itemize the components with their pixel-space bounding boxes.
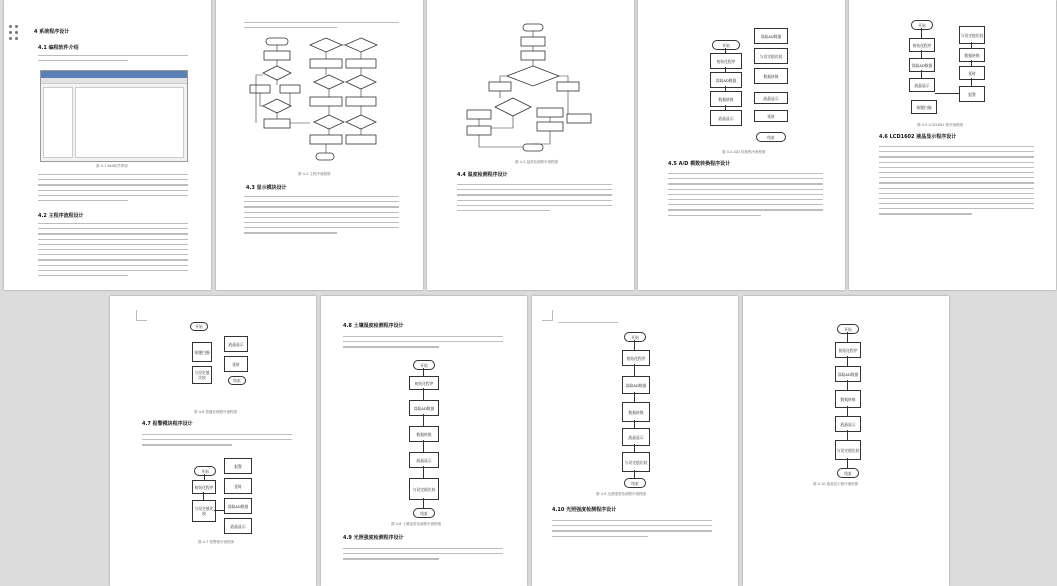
flow-step-delay: 延时 (959, 66, 985, 80)
flow-start: 开始 (837, 324, 859, 334)
flow-end: 结束 (413, 508, 435, 518)
body-text (343, 336, 503, 352)
flow-step-display: 液晶显示 (909, 78, 935, 92)
section-heading: 4.2 主程序流程设计 (38, 213, 84, 219)
flow-step-convert: 数据转换 (710, 91, 742, 107)
flow-step-compare: 与设定值比较 (409, 478, 439, 500)
flow-step-display: 液晶显示 (622, 428, 650, 446)
flow-step-display: 液晶显示 (409, 452, 439, 468)
flow-step-convert: 数据转换 (835, 390, 861, 408)
flow-step-compare: 与设定值比较 (192, 366, 212, 384)
document-page-5[interactable] (849, 0, 1056, 290)
flow-step-display: 液晶显示 (224, 336, 248, 352)
document-page-2[interactable] (216, 0, 423, 290)
figure-caption: 图 4-9 光照强度检测程序流程图 (596, 492, 646, 496)
document-page-8[interactable] (532, 296, 738, 586)
section-heading: 4.10 光照强度检测程序设计 (552, 507, 617, 513)
body-text (879, 146, 1034, 219)
figure-caption: 图 4-7 报警程序流程图 (198, 540, 234, 544)
body-text (38, 55, 188, 65)
flow-step-read: 读取AD数据 (409, 400, 439, 416)
flow-step-a: 读取AD数据 (754, 28, 788, 44)
body-text (558, 322, 618, 327)
flow-step-read: 读取AD数据 (224, 498, 252, 514)
section-heading: 4.9 光照强度检测程序设计 (343, 535, 404, 541)
body-text (244, 22, 399, 32)
body-text (142, 434, 292, 450)
figure-caption: 图 4-4 A/D 转换程序流程图 (722, 150, 766, 154)
section-heading: 4.4 温度检测程序设计 (457, 172, 508, 178)
flow-step-delay: 延时 (224, 478, 252, 494)
body-text (668, 173, 823, 220)
document-page-4[interactable] (638, 0, 845, 290)
body-text (552, 520, 712, 541)
body-text (38, 223, 188, 280)
flow-step-compare: 与设定值比较 (622, 452, 650, 472)
flow-step-compare: 与设定值比较 (192, 500, 216, 522)
figure-caption: 图 4-5 LCD1602 程序流程图 (917, 123, 964, 127)
flow-end: 结束 (228, 376, 246, 385)
figure-caption: 图 4-3 温度检测程序流程图 (515, 160, 558, 164)
flow-step-init: 初始化程序 (192, 480, 216, 494)
flow-start: 开始 (413, 360, 435, 370)
document-page-7[interactable] (321, 296, 527, 586)
section-heading: 4.6 LCD1602 液晶显示程序设计 (879, 134, 957, 140)
flow-step-convert: 数据转换 (409, 426, 439, 442)
flow-step-key: 按键扫描 (192, 342, 212, 362)
flow-step-c: 数据转换 (754, 68, 788, 84)
flow-start: 开始 (624, 332, 646, 342)
flow-step-b: 与设定值比较 (754, 48, 788, 64)
figure-caption: 图 4-8 土壤湿度检测程序流程图 (391, 522, 441, 526)
flow-start: 开始 (190, 322, 208, 331)
figure-caption: 图 4-2 主程序流程图 (298, 172, 331, 176)
figure-caption: 图 4-10 液晶显示程序流程图 (813, 482, 859, 486)
body-text (38, 174, 188, 205)
flow-end: 结束 (756, 132, 786, 142)
figure-caption: 图 4-6 按键处理程序流程图 (194, 410, 237, 414)
navigation-pane-icon[interactable] (9, 25, 21, 37)
flow-step-compare: 与设定值比较 (835, 440, 861, 460)
flow-step-init: 初始化程序 (710, 53, 742, 69)
document-page-9[interactable] (743, 296, 949, 586)
page-heading: 4 系统程序设计 (34, 29, 70, 35)
flow-step-init: 初始化程序 (622, 350, 650, 366)
document-page-3[interactable] (427, 0, 634, 290)
section-heading: 4.7 报警模块程序设计 (142, 421, 193, 427)
software-screenshot (40, 70, 188, 162)
flow-step-read: 读取AD数据 (622, 376, 650, 394)
flow-step-delay: 延时 (224, 356, 248, 372)
flow-step-convert: 数据转换 (959, 48, 985, 62)
body-text (343, 548, 503, 564)
flow-step-convert: 数据转换 (622, 402, 650, 422)
flow-step-init: 初始化程序 (409, 376, 439, 390)
temperature-flowchart (427, 18, 634, 158)
figure-caption: 图 4-1 Keil软件界面 (96, 164, 128, 168)
document-page-6[interactable] (110, 296, 316, 586)
body-text (244, 196, 399, 238)
flow-start: 开始 (712, 40, 740, 50)
flow-start: 开始 (194, 466, 216, 476)
flow-step-d: 液晶显示 (754, 92, 788, 104)
flow-step-display: 液晶显示 (224, 518, 252, 534)
section-heading: 4.3 显示模块设计 (246, 185, 287, 191)
section-heading: 4.8 土壤湿度检测程序设计 (343, 323, 404, 329)
flow-step-display: 液晶显示 (835, 416, 861, 432)
flow-step-alarm: 报警 (959, 86, 985, 102)
flow-start: 开始 (911, 20, 933, 30)
main-flowchart (216, 35, 423, 165)
flow-step-alarm: 报警 (224, 458, 252, 474)
flow-step-key: 按键扫描 (911, 100, 937, 114)
flow-step-compare: 与设定值比较 (959, 26, 985, 44)
document-page-1[interactable] (4, 0, 211, 290)
flow-step-e: 延时 (754, 110, 788, 122)
flow-step-init: 初始化程序 (909, 38, 935, 52)
flow-step-display: 液晶显示 (710, 110, 742, 126)
flow-step-read: 读取AD数据 (835, 366, 861, 382)
flow-step-read: 读取AD数据 (710, 72, 742, 88)
flow-end: 结束 (624, 478, 646, 488)
body-text (457, 184, 612, 215)
flow-step-init: 初始化程序 (835, 342, 861, 358)
section-heading: 4.1 编程软件介绍 (38, 45, 79, 51)
flow-end: 结束 (837, 468, 859, 478)
section-heading: 4.5 A/D 模数转换程序设计 (668, 161, 731, 167)
flow-step-read: 读取AD数据 (909, 58, 935, 72)
